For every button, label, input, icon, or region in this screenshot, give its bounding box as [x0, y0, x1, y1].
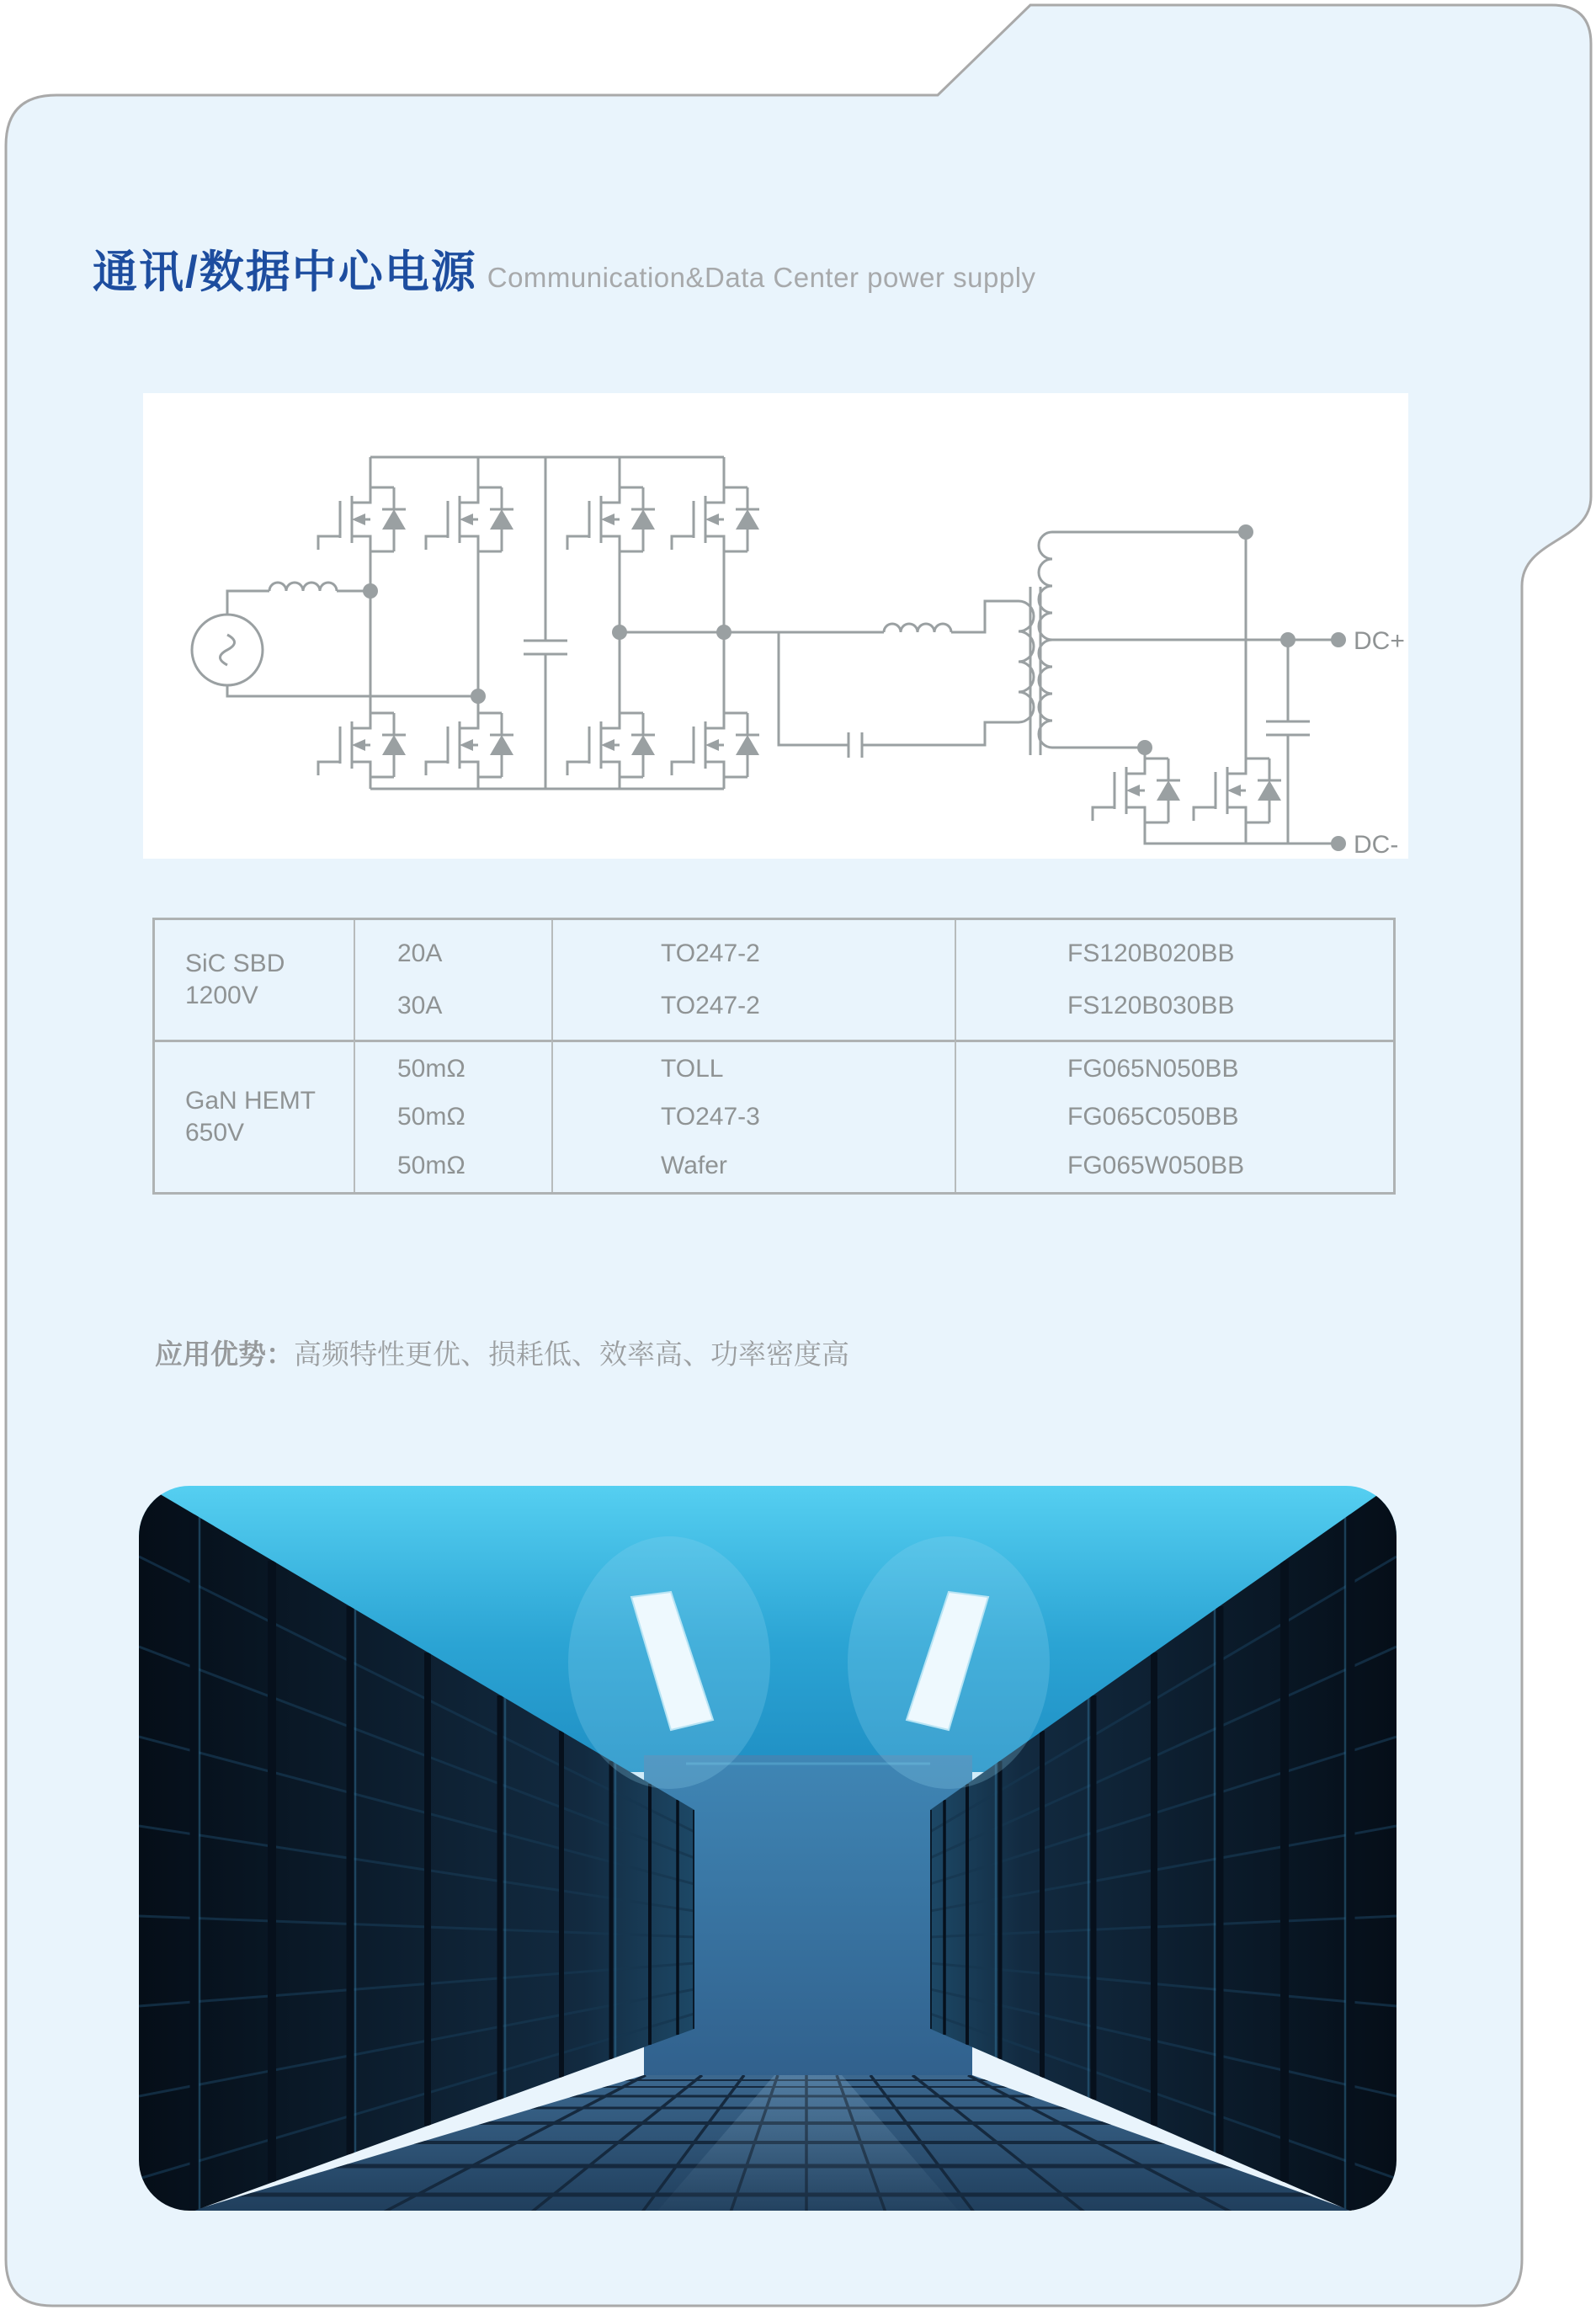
device-line: SiC SBD	[185, 950, 285, 978]
dc-minus-label: DC-	[1354, 831, 1399, 859]
table-cell-part-number	[955, 920, 1393, 1040]
table-cell-part-number	[955, 1040, 1393, 1192]
rating-line: 30A	[397, 992, 443, 1019]
dc-plus-label: DC+	[1354, 627, 1405, 655]
table-cell-device	[155, 1040, 354, 1192]
part-number-line: FG065W050BB	[1067, 1151, 1245, 1179]
table-cell-package	[551, 920, 955, 1040]
device-line: 1200V	[185, 982, 258, 1009]
product-spec-table	[152, 918, 1396, 1195]
table-cell-rating	[354, 920, 551, 1040]
part-number-line: FS120B030BB	[1067, 992, 1235, 1019]
circuit-diagram-panel	[143, 393, 1408, 859]
page-title-en: Communication&Data Center power supply	[487, 262, 1036, 293]
advantages-label: 应用优势：	[155, 1339, 294, 1370]
page-title-zh: 通讯/数据中心电源	[93, 248, 477, 297]
part-number-line: FG065N050BB	[1067, 1054, 1239, 1083]
circuit-schematic	[143, 393, 1408, 859]
rating-line: 50mΩ	[397, 1151, 466, 1179]
rating-line: 50mΩ	[397, 1054, 466, 1083]
part-number-line: FG065C050BB	[1067, 1103, 1239, 1131]
rating-line: 50mΩ	[397, 1103, 466, 1131]
rating-line: 20A	[397, 939, 443, 968]
table-cell-package	[551, 1040, 955, 1192]
device-line: GaN HEMT	[185, 1087, 317, 1115]
package-line: TO247-3	[661, 1103, 760, 1131]
package-line: Wafer	[661, 1151, 727, 1179]
package-line: TO247-2	[661, 992, 760, 1019]
device-line: 650V	[185, 1119, 245, 1147]
table-cell-rating	[354, 1040, 551, 1192]
table-cell-device	[155, 920, 354, 1040]
page-title	[93, 237, 1036, 301]
package-line: TOLL	[661, 1054, 724, 1083]
package-line: TO247-2	[661, 939, 760, 968]
advantages-text: 高频特性更优、损耗低、效率高、功率密度高	[294, 1339, 849, 1370]
datacenter-photo	[139, 1486, 1396, 2211]
part-number-line: FS120B020BB	[1067, 939, 1235, 968]
advantages-line	[155, 1333, 849, 1372]
